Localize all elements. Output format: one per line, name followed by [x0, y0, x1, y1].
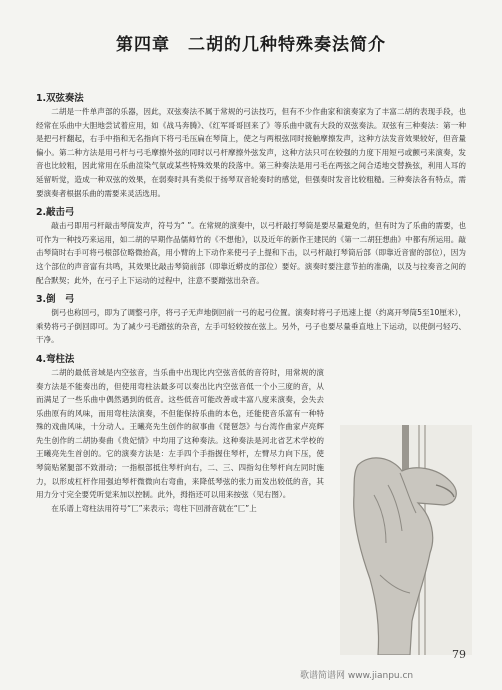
section-paragraph: 倒弓也称回弓，即为了调整弓序，将弓子无声地倒回前一弓的起弓位置。演奏时将弓子迅速上提（约离开琴筒5至10厘米），乘势将弓子倒回即可。为了减少弓毛蹭弦的杂音，左手可轻较按在弦上。另外，弓子也要尽量垂直地上下运动，以使倒弓轻巧、干净。: [36, 308, 466, 345]
section-heading: 1.双弦奏法: [36, 93, 84, 104]
section-heading: 3.倒 弓: [36, 294, 75, 306]
section-paragraph: 二胡的最低音域是内空弦音，当乐曲中出现比内空弦音低的音符时，用常规的演奏方法是不能奏出的，但使用弯柱法最多可以奏出比内空弦音低一个小三度的音，从而满足了一些乐曲中偶然遇到的低音。这些低音可能改善或丰富八度来演奏，会失去乐曲原有的风味，而用弯柱法演奏，不但能保持乐曲的本色，还能使音乐富有一种特殊的戏曲风味，十分动人。王曦亮先生创作的叙事曲《琵琶怨》与台湾作曲家卢亮辉先生创作的二胡协奏曲《贵妃情》中均用了这种奏法。这种奏法是河北省艺术学校的王曦亮先生首创的。它的演奏方法是：左手四个手指握住琴杆，左臂尽力向下压，使琴筒贴紧腿部不致滑动；一指根部抵住琴杆向右，二、三、四指勾住琴杆向左同时施力，以形成杠杆作用强迫琴杆微微向右弯曲，来降低琴弦的张力而发出较低的音，其用力分寸完全要凭听觉来加以控制。此外，拇指还可以用来按弦（见右图）。: [36, 367, 324, 500]
chapter-title: 第四章 二胡的几种特殊奏法简介: [116, 35, 386, 55]
section-paragraph: 二胡是一件单声部的乐器，因此，双弦奏法不属于常规的弓法技巧，但有不少作曲家和演奏家为了丰富二胡的表现手段，也经常在乐曲中大胆地尝试着应用，如《战马奔腾》、《红军哥哥回来了》等乐曲中就有大段的双弦奏法。双弦有三种奏法：第一种是把弓杆翻起，右手中指和无名指向下将弓毛压扁在琴筒上，使之与两根弦同时接触摩擦发声，这种方法发音效果较好，但音量偏小。第二种方法是用弓杆与弓毛摩擦外弦的同时以弓杆摩擦外弦发声，这种方法只可在较强的力度下用短弓或颤弓来演奏，发音也比较粗，因此常用在乐曲渲染气氛或某些特殊效果的段落中。第三种奏法是用弓毛在两弦之间合适地交替换弦，利用人耳的延留听觉，造成一种双弦的效果，在弱奏时具有类似于扬琴双音轮奏时的感觉，但强奏时发音比较粗糙。三种奏法各有特点，需要演奏者根据乐曲的需要来灵活选用。: [36, 107, 466, 198]
section-heading: 4.弯柱法: [36, 353, 75, 365]
section-paragraph: 敲击弓即用弓杆敲击琴筒发声，符号为“ ”。在常规的演奏中，以弓杆敲打琴筒是要尽量避免的，但有时为了乐曲的需要，也可作为一种技巧来运用，如二胡的早期作品儒师竹的《不想他》，以及近年的新作王建民的《第一二胡狂想曲》中都有所运用。敲击琴筒时右手可将弓根部位略微抬高，用小臂的上下动作来使弓子上提和下击，以弓杆敲打琴筒后部（即靠近音窗的部位），因为这个部位的声音富有共鸣，其效果比敲击琴筒前部（即靠近蟒皮的部位）要好。演奏时要注意节拍的准确，以及与拉奏音之间的配合默契；此外，在弓子上下运动的过程中，注意不要蹭弦出杂音。: [36, 221, 466, 285]
page-number: 79: [452, 648, 466, 661]
section-heading: 2.敲击弓: [36, 207, 75, 219]
hand-pressing-erhu-neck-photo: [340, 425, 472, 655]
section-paragraph: 在乐谱上弯柱法用符号“匸”来表示；弯柱下回滑音就在“匸”上: [51, 503, 257, 513]
site-watermark: 歌谱简谱网 www.jianpu.cn: [300, 671, 414, 681]
